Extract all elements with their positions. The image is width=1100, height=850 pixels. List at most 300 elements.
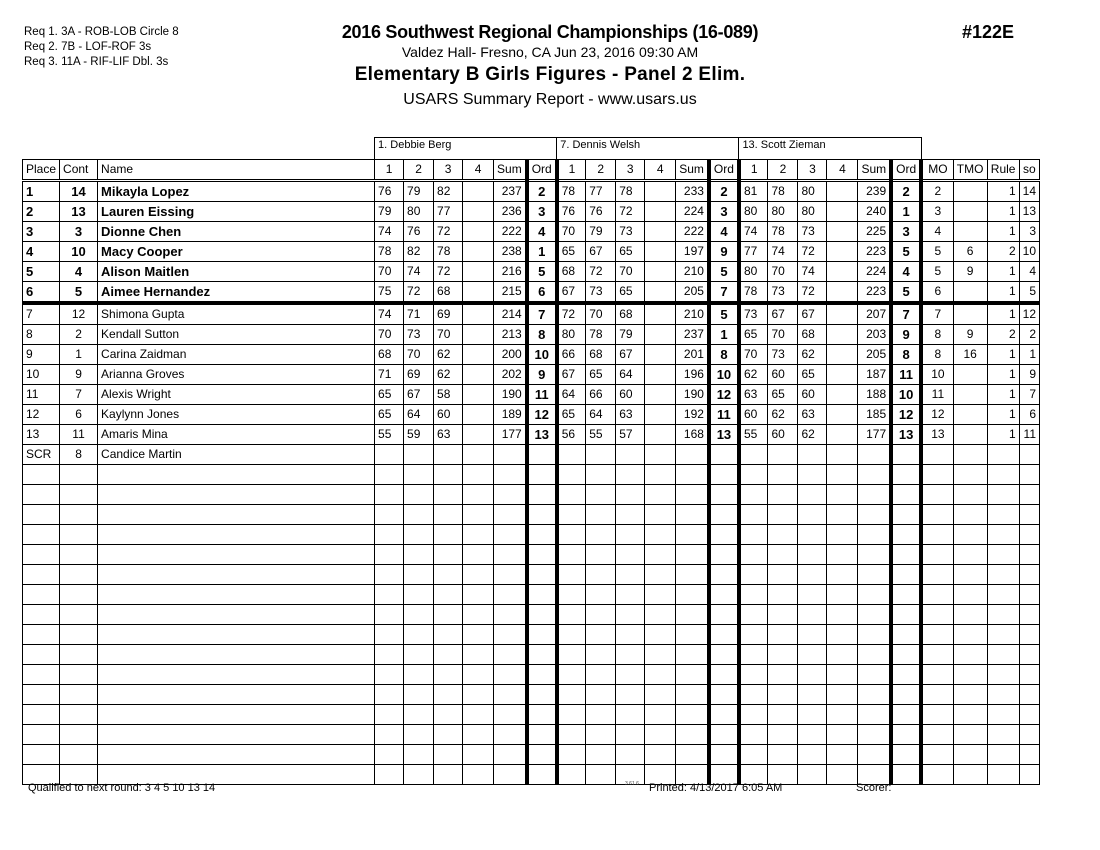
judge2-score-2-cell: [586, 445, 616, 465]
empty-cell: [921, 645, 953, 665]
contestant-number-cell: 7: [60, 385, 98, 405]
empty-row: [23, 705, 1040, 725]
contestant-number-cell: 3: [60, 222, 98, 242]
col-so: so: [1019, 160, 1039, 181]
empty-cell: [494, 665, 527, 685]
empty-cell: [463, 745, 494, 765]
empty-cell: [891, 565, 921, 585]
col-judge1-2: 2: [404, 160, 434, 181]
empty-cell: [60, 745, 98, 765]
judge3-sum-cell: 207: [858, 303, 891, 325]
judge2-score-1-cell: 64: [557, 385, 586, 405]
empty-cell: [709, 705, 739, 725]
empty-cell: [557, 765, 586, 785]
judge1-ordinal-cell: 13: [527, 425, 557, 445]
empty-cell: [676, 465, 709, 485]
empty-cell: [494, 465, 527, 485]
judge1-ordinal-cell: 4: [527, 222, 557, 242]
judge2-sum-cell: 210: [676, 303, 709, 325]
empty-cell: [23, 465, 60, 485]
judge3-score-4-cell: [827, 365, 858, 385]
empty-cell: [23, 745, 60, 765]
empty-cell: [739, 585, 768, 605]
judge1-ordinal-cell: 5: [527, 262, 557, 282]
empty-cell: [375, 605, 404, 625]
empty-cell: [557, 465, 586, 485]
judge1-score-4-cell: [463, 222, 494, 242]
judge1-score-3-cell: 63: [434, 425, 463, 445]
so-cell: 11: [1019, 425, 1039, 445]
empty-cell: [987, 545, 1019, 565]
col-judge3-1: 1: [739, 160, 768, 181]
empty-cell: [98, 525, 375, 545]
empty-cell: [616, 685, 645, 705]
empty-cell: [463, 485, 494, 505]
empty-cell: [1019, 505, 1039, 525]
results-table: [22, 137, 1040, 785]
empty-cell: [768, 525, 798, 545]
empty-row: [23, 625, 1040, 645]
judge2-score-1-cell: 76: [557, 202, 586, 222]
skater-name-cell: Amaris Mina: [98, 425, 375, 445]
tmo-cell: [953, 365, 987, 385]
empty-cell: [404, 465, 434, 485]
empty-cell: [616, 645, 645, 665]
judge1-score-2-cell: 74: [404, 262, 434, 282]
empty-cell: [891, 625, 921, 645]
empty-cell: [557, 585, 586, 605]
empty-cell: [527, 465, 557, 485]
empty-cell: [98, 465, 375, 485]
empty-cell: [891, 585, 921, 605]
empty-cell: [434, 625, 463, 645]
mo-cell: 13: [921, 425, 953, 445]
empty-cell: [891, 745, 921, 765]
empty-cell: [1019, 465, 1039, 485]
skater-name-cell: Carina Zaidman: [98, 345, 375, 365]
empty-cell: [463, 505, 494, 525]
so-cell: 9: [1019, 365, 1039, 385]
table-row: [23, 325, 1040, 345]
rule-cell: 1: [987, 202, 1019, 222]
empty-cell: [739, 705, 768, 725]
judge3-score-1-cell: 81: [739, 181, 768, 202]
empty-cell: [494, 505, 527, 525]
judge2-score-1-cell: 65: [557, 405, 586, 425]
judge2-sum-cell: 197: [676, 242, 709, 262]
col-judge2-3: 3: [616, 160, 645, 181]
empty-cell: [434, 705, 463, 725]
col-judge2-1: 1: [557, 160, 586, 181]
judge3-score-2-cell: 74: [768, 242, 798, 262]
place-cell: 10: [23, 365, 60, 385]
empty-cell: [858, 465, 891, 485]
empty-cell: [645, 465, 676, 485]
judge1-score-1-cell: 76: [375, 181, 404, 202]
place-cell: 12: [23, 405, 60, 425]
judge2-score-2-cell: 79: [586, 222, 616, 242]
empty-cell: [768, 565, 798, 585]
empty-cell: [375, 525, 404, 545]
so-cell: [1019, 445, 1039, 465]
empty-cell: [768, 505, 798, 525]
judge1-score-3-cell: [434, 445, 463, 465]
empty-cell: [375, 645, 404, 665]
empty-cell: [768, 465, 798, 485]
empty-cell: [434, 665, 463, 685]
judge2-ordinal-cell: 5: [709, 262, 739, 282]
table-row: [23, 242, 1040, 262]
judge2-score-1-cell: 72: [557, 303, 586, 325]
event-code: #122E: [962, 22, 1015, 42]
column-header-row: [23, 160, 1040, 181]
empty-cell: [586, 465, 616, 485]
judge3-score-4-cell: [827, 425, 858, 445]
empty-cell: [645, 545, 676, 565]
judge1-sum-cell: 215: [494, 282, 527, 304]
empty-cell: [434, 745, 463, 765]
judge1-sum-cell: 189: [494, 405, 527, 425]
col-judge3-ord: Ord: [891, 160, 921, 181]
empty-cell: [494, 565, 527, 585]
mo-cell: 4: [921, 222, 953, 242]
empty-cell: [987, 685, 1019, 705]
empty-cell: [98, 505, 375, 525]
judge2-sum-cell: 168: [676, 425, 709, 445]
judge1-score-4-cell: [463, 262, 494, 282]
empty-cell: [1019, 585, 1039, 605]
place-cell: 9: [23, 345, 60, 365]
judge1-sum-cell: 202: [494, 365, 527, 385]
empty-cell: [768, 545, 798, 565]
empty-cell: [375, 565, 404, 585]
empty-cell: [527, 545, 557, 565]
contestant-number-cell: 6: [60, 405, 98, 425]
judge2-score-1-cell: 56: [557, 425, 586, 445]
judge3-sum-cell: 223: [858, 242, 891, 262]
mo-cell: 7: [921, 303, 953, 325]
skater-name-cell: Dionne Chen: [98, 222, 375, 242]
empty-cell: [987, 525, 1019, 545]
judge3-score-3-cell: 68: [798, 325, 827, 345]
empty-cell: [798, 765, 827, 785]
empty-cell: [527, 765, 557, 785]
empty-cell: [463, 565, 494, 585]
tmo-cell: [953, 202, 987, 222]
empty-cell: [1019, 525, 1039, 545]
empty-cell: [23, 565, 60, 585]
empty-cell: [739, 665, 768, 685]
empty-cell: [827, 625, 858, 645]
empty-cell: [921, 485, 953, 505]
empty-cell: [557, 505, 586, 525]
tmo-cell: 6: [953, 242, 987, 262]
judge3-score-2-cell: 78: [768, 181, 798, 202]
empty-cell: [798, 705, 827, 725]
judge3-score-3-cell: 73: [798, 222, 827, 242]
judge3-score-2-cell: 73: [768, 282, 798, 304]
empty-cell: [676, 525, 709, 545]
judge-header-row: [23, 138, 1040, 160]
empty-cell: [23, 725, 60, 745]
table-row: [23, 181, 1040, 202]
empty-cell: [1019, 485, 1039, 505]
col-judge3-3: 3: [798, 160, 827, 181]
empty-cell: [891, 505, 921, 525]
judge3-score-2-cell: 60: [768, 425, 798, 445]
empty-cell: [676, 545, 709, 565]
qualified-list: Qualified to next round: 3 4 5 10 13 14: [28, 782, 216, 794]
judge2-score-3-cell: 73: [616, 222, 645, 242]
empty-cell: [676, 605, 709, 625]
so-cell: 6: [1019, 405, 1039, 425]
empty-cell: [676, 665, 709, 685]
empty-cell: [23, 505, 60, 525]
empty-cell: [709, 605, 739, 625]
contestant-number-cell: 10: [60, 242, 98, 262]
col-judge1-sum: Sum: [494, 160, 527, 181]
empty-cell: [586, 525, 616, 545]
empty-cell: [921, 665, 953, 685]
so-cell: 13: [1019, 202, 1039, 222]
empty-cell: [586, 745, 616, 765]
empty-cell: [527, 705, 557, 725]
empty-cell: [1019, 745, 1039, 765]
empty-cell: [98, 685, 375, 705]
empty-cell: [463, 685, 494, 705]
judge3-score-3-cell: 72: [798, 282, 827, 304]
judge3-ordinal-cell: 5: [891, 282, 921, 304]
empty-cell: [739, 485, 768, 505]
empty-cell: [827, 765, 858, 785]
empty-cell: [98, 585, 375, 605]
judge3-score-2-cell: 70: [768, 262, 798, 282]
empty-cell: [494, 705, 527, 725]
judge1-score-4-cell: [463, 405, 494, 425]
empty-cell: [98, 565, 375, 585]
judge1-score-2-cell: 82: [404, 242, 434, 262]
judge3-ordinal-cell: 4: [891, 262, 921, 282]
judge1-sum-cell: 222: [494, 222, 527, 242]
judge3-score-4-cell: [827, 303, 858, 325]
empty-cell: [463, 465, 494, 485]
rule-cell: 1: [987, 385, 1019, 405]
judge1-score-3-cell: 77: [434, 202, 463, 222]
empty-cell: [987, 705, 1019, 725]
empty-cell: [987, 745, 1019, 765]
empty-cell: [494, 645, 527, 665]
col-tmo: TMO: [953, 160, 987, 181]
judge3-score-2-cell: [768, 445, 798, 465]
empty-cell: [60, 545, 98, 565]
judge2-score-4-cell: [645, 303, 676, 325]
skater-name-cell: Mikayla Lopez: [98, 181, 375, 202]
judge1-ordinal-cell: 10: [527, 345, 557, 365]
empty-cell: [858, 505, 891, 525]
empty-cell: [375, 725, 404, 745]
empty-cell: [891, 605, 921, 625]
empty-cell: [891, 685, 921, 705]
judge2-sum-cell: 201: [676, 345, 709, 365]
judge2-sum-cell: 190: [676, 385, 709, 405]
judge1-score-1-cell: 78: [375, 242, 404, 262]
empty-cell: [739, 625, 768, 645]
judge2-score-2-cell: 65: [586, 365, 616, 385]
judge1-score-2-cell: 67: [404, 385, 434, 405]
empty-cell: [1019, 545, 1039, 565]
table-row: [23, 202, 1040, 222]
tmo-cell: [953, 385, 987, 405]
col-judge1-1: 1: [375, 160, 404, 181]
judge2-score-4-cell: [645, 365, 676, 385]
empty-cell: [557, 705, 586, 725]
judge3-sum-cell: 240: [858, 202, 891, 222]
empty-cell: [586, 585, 616, 605]
judge2-score-2-cell: 64: [586, 405, 616, 425]
empty-cell: [60, 565, 98, 585]
contestant-number-cell: 2: [60, 325, 98, 345]
empty-row: [23, 545, 1040, 565]
so-cell: 1: [1019, 345, 1039, 365]
judge3-score-3-cell: 72: [798, 242, 827, 262]
judge3-ordinal-cell: [891, 445, 921, 465]
judge1-score-3-cell: 70: [434, 325, 463, 345]
empty-cell: [953, 545, 987, 565]
judge3-score-1-cell: 60: [739, 405, 768, 425]
contestant-number-cell: 14: [60, 181, 98, 202]
empty-cell: [616, 565, 645, 585]
empty-cell: [404, 525, 434, 545]
rule-cell: 1: [987, 365, 1019, 385]
judge3-score-1-cell: 80: [739, 202, 768, 222]
venue-datetime: Valdez Hall- Fresno, CA Jun 23, 2016 09:30 AM: [401, 44, 699, 60]
empty-cell: [645, 505, 676, 525]
empty-cell: [557, 685, 586, 705]
empty-cell: [463, 705, 494, 725]
skater-name-cell: Shimona Gupta: [98, 303, 375, 325]
empty-cell: [709, 565, 739, 585]
empty-cell: [676, 725, 709, 745]
judge1-sum-cell: 237: [494, 181, 527, 202]
judge1-score-4-cell: [463, 282, 494, 304]
empty-cell: [494, 765, 527, 785]
judge2-sum-cell: 233: [676, 181, 709, 202]
empty-cell: [494, 745, 527, 765]
empty-cell: [98, 645, 375, 665]
empty-cell: [645, 645, 676, 665]
judge1-score-4-cell: [463, 202, 494, 222]
empty-cell: [60, 465, 98, 485]
empty-cell: [586, 505, 616, 525]
col-judge2-sum: Sum: [676, 160, 709, 181]
empty-cell: [434, 605, 463, 625]
contestant-number-cell: 5: [60, 282, 98, 304]
empty-cell: [676, 565, 709, 585]
empty-cell: [798, 585, 827, 605]
rule-cell: 1: [987, 282, 1019, 304]
judge3-score-3-cell: [798, 445, 827, 465]
skater-name-cell: Lauren Eissing: [98, 202, 375, 222]
empty-cell: [891, 545, 921, 565]
judge3-score-2-cell: 73: [768, 345, 798, 365]
judge1-score-1-cell: 71: [375, 365, 404, 385]
empty-cell: [616, 725, 645, 745]
empty-cell: [987, 505, 1019, 525]
judge2-score-1-cell: 70: [557, 222, 586, 242]
empty-cell: [375, 705, 404, 725]
col-judge1-3: 3: [434, 160, 463, 181]
empty-cell: [463, 525, 494, 545]
empty-cell: [827, 665, 858, 685]
empty-cell: [23, 705, 60, 725]
judge3-ordinal-cell: 10: [891, 385, 921, 405]
empty-cell: [1019, 605, 1039, 625]
judge3-score-4-cell: [827, 202, 858, 222]
empty-cell: [527, 525, 557, 545]
empty-cell: [709, 725, 739, 745]
empty-cell: [768, 645, 798, 665]
rule-cell: 2: [987, 325, 1019, 345]
judge3-score-1-cell: 78: [739, 282, 768, 304]
empty-cell: [858, 665, 891, 685]
judge3-sum-cell: [858, 445, 891, 465]
judge3-ordinal-cell: 3: [891, 222, 921, 242]
judge2-score-2-cell: 55: [586, 425, 616, 445]
empty-row: [23, 685, 1040, 705]
judge2-score-4-cell: [645, 405, 676, 425]
rule-cell: 1: [987, 181, 1019, 202]
col-judge2-2: 2: [586, 160, 616, 181]
empty-cell: [494, 525, 527, 545]
empty-cell: [557, 525, 586, 545]
judge3-score-1-cell: 73: [739, 303, 768, 325]
empty-cell: [768, 585, 798, 605]
empty-cell: [953, 725, 987, 745]
empty-cell: [645, 625, 676, 645]
judge1-score-4-cell: [463, 345, 494, 365]
empty-cell: [921, 725, 953, 745]
judge1-score-2-cell: 76: [404, 222, 434, 242]
judge1-score-4-cell: [463, 365, 494, 385]
empty-cell: [557, 725, 586, 745]
empty-cell: [676, 485, 709, 505]
empty-cell: [404, 705, 434, 725]
judge2-score-3-cell: 57: [616, 425, 645, 445]
judge3-score-1-cell: 63: [739, 385, 768, 405]
empty-cell: [645, 525, 676, 545]
judge2-score-2-cell: 70: [586, 303, 616, 325]
tmo-cell: [953, 303, 987, 325]
judge3-score-4-cell: [827, 262, 858, 282]
place-cell: 8: [23, 325, 60, 345]
judge1-score-4-cell: [463, 242, 494, 262]
judge3-score-3-cell: 74: [798, 262, 827, 282]
judge3-sum-cell: 205: [858, 345, 891, 365]
judge2-ordinal-cell: 3: [709, 202, 739, 222]
empty-cell: [827, 585, 858, 605]
empty-cell: [798, 605, 827, 625]
judge-header-spacer: [23, 138, 375, 160]
empty-cell: [739, 725, 768, 745]
empty-cell: [60, 525, 98, 545]
empty-cell: [23, 545, 60, 565]
judge2-score-3-cell: 68: [616, 303, 645, 325]
judge2-ordinal-cell: 11: [709, 405, 739, 425]
judge3-score-4-cell: [827, 325, 858, 345]
empty-cell: [709, 485, 739, 505]
so-cell: 5: [1019, 282, 1039, 304]
so-cell: 12: [1019, 303, 1039, 325]
